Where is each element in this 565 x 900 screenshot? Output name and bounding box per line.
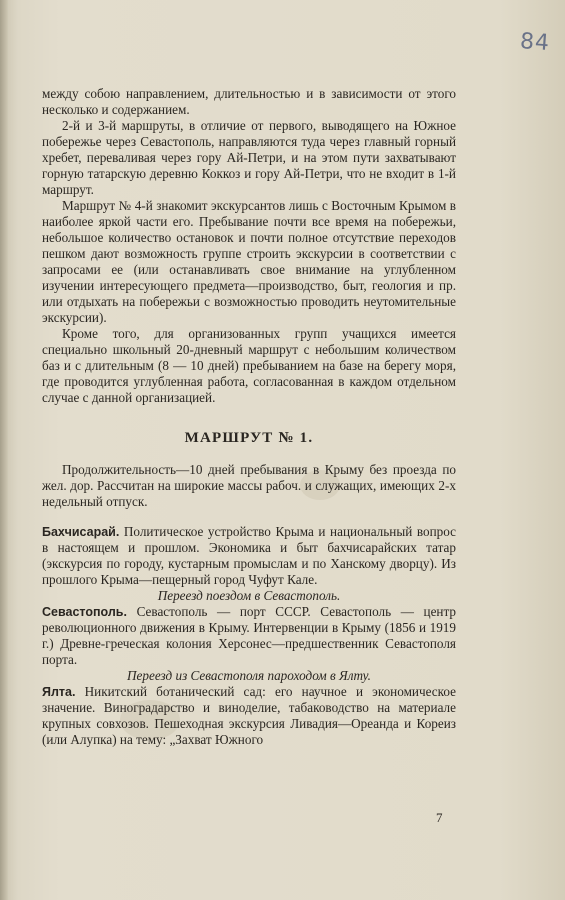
place-description: Политическое устройство Крыма и национальный вопрос в настоящем и прошлом. Экономика и быт бахчисарайских татар (экскурсия по городу, кустарным промыслам и по Ханскому дворцу). Из прошлого Крыма—пещерный город Чуфут Кале. xyxy=(42,524,456,587)
place-description: Севастополь — порт СССР. Севастополь — центр революционного движения в Крыму. Интервенции в Крыму (1856 и 1919 г.) Древне-греческая колония Херсонес—предшественник Севастополя порта. xyxy=(42,604,456,667)
place-description: Никитский ботанический сад: его научное и экономическое значение. Виноградарство и виноделие, табаководство на материале крупных совхозов. Пешеходная экскурсия Ливадия—Ореанда и Кореиз (или Алупка) на тему: „Захват Южного xyxy=(42,684,456,747)
route-stop-yalta xyxy=(42,684,456,748)
paragraph: 2-й и 3-й маршруты, в отличие от первого, выводящего на Южное побережье через Севастополь, направляются туда через главный горный хребет, переваливая через гору Ай-Петри, и на этом пути захватывают горную татарскую деревню Коккоз и гору Ай-Петри, что не входит в 1-й маршрут. xyxy=(42,118,456,197)
place-name: Севастополь. xyxy=(42,605,127,619)
place-name: Ялта. xyxy=(42,685,76,699)
route-duration: Продолжительность—10 дней пребывания в Крыму без проезда по жел. дор. Рассчитан на широкие массы рабоч. и служащих, имеющих 2-х недельный отпуск. xyxy=(42,462,456,509)
route-stop-bakhchisaray xyxy=(42,524,456,588)
document-body xyxy=(42,86,456,748)
page-number: 7 xyxy=(436,810,443,825)
paragraph: Маршрут № 4-й знакомит экскурсантов лишь с Восточным Крымом в наиболее яркой части его. Пребывание почти все время на побережьи, небольшое количество остановок и почти полное отсутствие переходов пешком дают возможность группе строить экскурсии в соответствии с запросами ее (или останавливать свое внимание на углубленном изучении интересующего предмета—производство, быт, геология и пр. или отдыхать на побережьи с возможностью проводить неутомительные экскурсии). xyxy=(42,198,456,325)
transfer-note: Переезд из Севастополя пароходом в Ялту. xyxy=(127,668,371,683)
section-heading: МАРШРУТ № 1. xyxy=(184,430,314,446)
paragraph: между собою направлением, длительностью и в зависимости от этого несколько и содержанием. xyxy=(42,86,456,117)
place-name: Бахчисарай. xyxy=(42,525,120,539)
paragraph: Кроме того, для организованных групп учащихся имеется специально школьный 20-дневный маршрут с небольшим количеством баз и с длительным (8 — 10 дней) пребыванием на базе на берегу моря, где проводится углубленная работа, согласованная в каждом отдельном случае с данной организацией. xyxy=(42,326,456,405)
binding-edge xyxy=(0,0,8,900)
transfer-note: Переезд поездом в Севастополь. xyxy=(157,588,341,603)
handwritten-page-number: 84 xyxy=(519,28,551,57)
route-stop-sevastopol xyxy=(42,604,456,668)
